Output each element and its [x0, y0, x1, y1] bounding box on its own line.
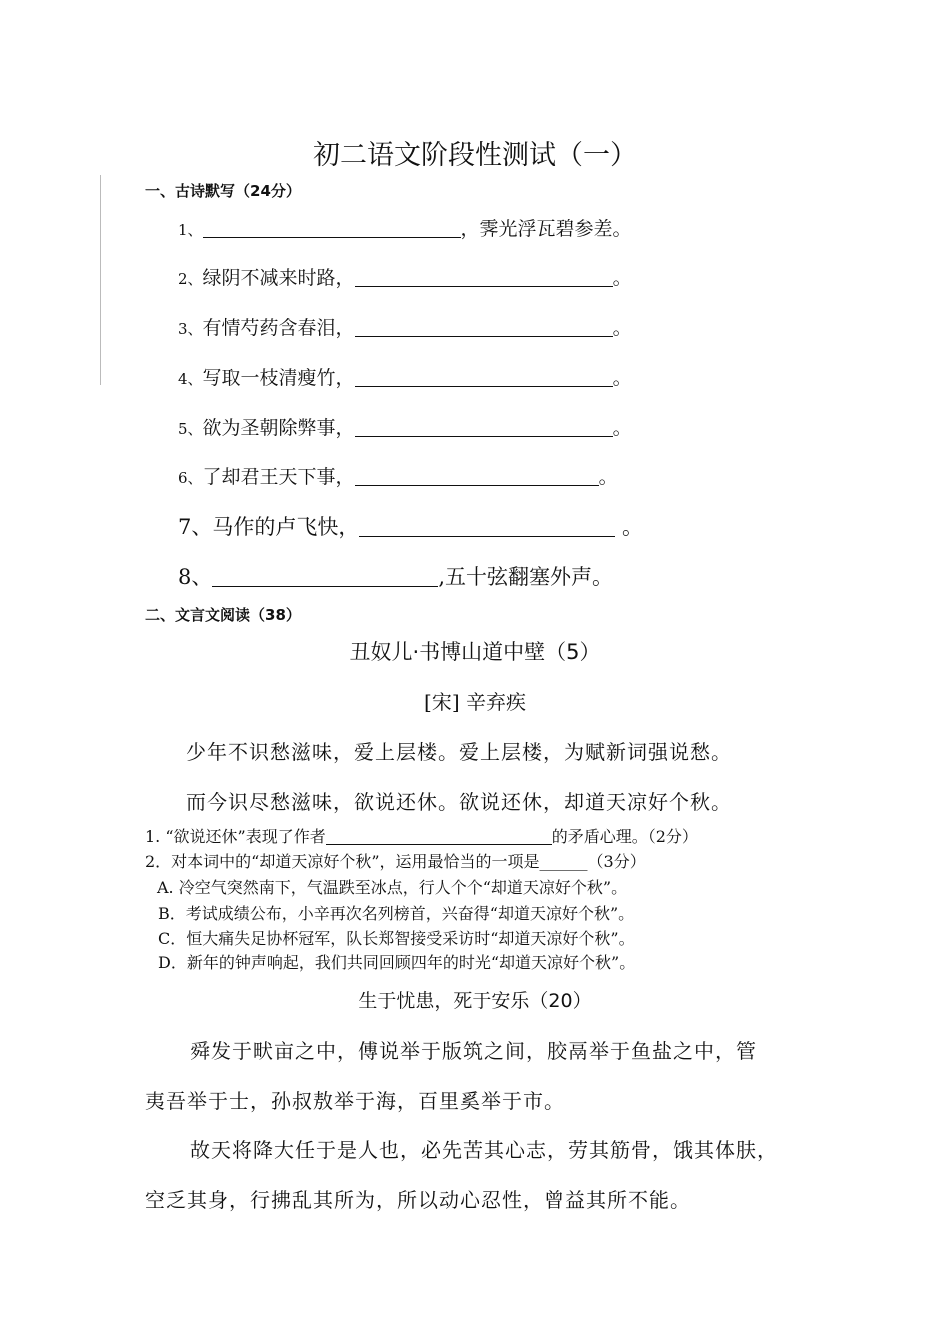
poetry-question-8: 8、 ,五十弦翻塞外声。 — [178, 565, 614, 589]
section-heading-classical: 二、文言文阅读（38） — [145, 606, 301, 624]
option-c: C．恒大痛失足协杯冠军，队长郑智接受采访时“却道天凉好个秋”。 — [158, 929, 635, 948]
answer-blank[interactable] — [355, 335, 613, 337]
margin-line — [100, 175, 101, 385]
question-2: 2．对本词中的“却道天凉好个秋”，运用最恰当的一项是______（3分） — [145, 852, 646, 871]
essay-line: 空乏其身，行拂乱其所为，所以动心忍性，曾益其所不能。 — [145, 1188, 691, 1212]
essay-line: 舜发于畎亩之中，傅说举于版筑之间，胶鬲举于鱼盐之中，管 — [190, 1039, 757, 1063]
poetry-question-2: 2、绿阴不减来时路， 。 — [178, 267, 632, 289]
poetry-question-4: 4、写取一枝清瘦竹， 。 — [178, 367, 632, 389]
essay-line: 夷吾举于士，孙叔敖举于海，百里奚举于市。 — [145, 1089, 565, 1113]
poetry-question-6: 6、了却君王天下事， 。 — [178, 466, 618, 488]
essay-line: 故天将降大任于是人也，必先苦其心志，劳其筋骨，饿其体肤， — [190, 1138, 778, 1162]
answer-blank[interactable] — [355, 484, 599, 486]
poetry-question-1: 1、 ，霁光浮瓦碧参差。 — [178, 218, 632, 240]
answer-blank[interactable] — [355, 285, 613, 287]
answer-blank[interactable] — [355, 385, 613, 387]
answer-blank[interactable] — [203, 236, 461, 238]
page-title: 初二语文阶段性测试（一） — [313, 140, 637, 171]
poem-line: 少年不识愁滋味，爱上层楼。爱上层楼，为赋新词强说愁。 — [186, 740, 732, 764]
option-d: D．新年的钟声响起，我们共同回顾四年的时光“却道天凉好个秋”。 — [158, 953, 636, 972]
option-b: B．考试成绩公布，小辛再次名列榜首，兴奋得“却道天凉好个秋”。 — [158, 904, 635, 923]
question-1: 1. “欲说还休”表现了作者 的矛盾心理。（2分） — [145, 827, 698, 846]
poetry-question-7: 7、马作的卢飞快， 。 — [178, 515, 644, 539]
option-a: A. 冷空气突然南下，气温跌至冰点，行人个个“却道天凉好个秋”。 — [157, 878, 628, 897]
answer-blank[interactable] — [355, 435, 613, 437]
poem-title: 丑奴儿·书博山道中壁（5） — [349, 640, 601, 664]
section-heading-poetry: 一、古诗默写（24分） — [145, 182, 301, 200]
poetry-question-3: 3、有情芍药含春泪， 。 — [178, 317, 632, 339]
answer-blank[interactable] — [359, 535, 615, 537]
poem-author: [宋] 辛弃疾 — [424, 690, 526, 714]
answer-blank[interactable] — [326, 843, 552, 845]
answer-blank[interactable] — [212, 585, 438, 587]
essay-title: 生于忧患，死于安乐（20） — [358, 990, 592, 1012]
poem-line: 而今识尽愁滋味，欲说还休。欲说还休，却道天凉好个秋。 — [186, 790, 732, 814]
poetry-question-5: 5、欲为圣朝除弊事， 。 — [178, 417, 632, 439]
